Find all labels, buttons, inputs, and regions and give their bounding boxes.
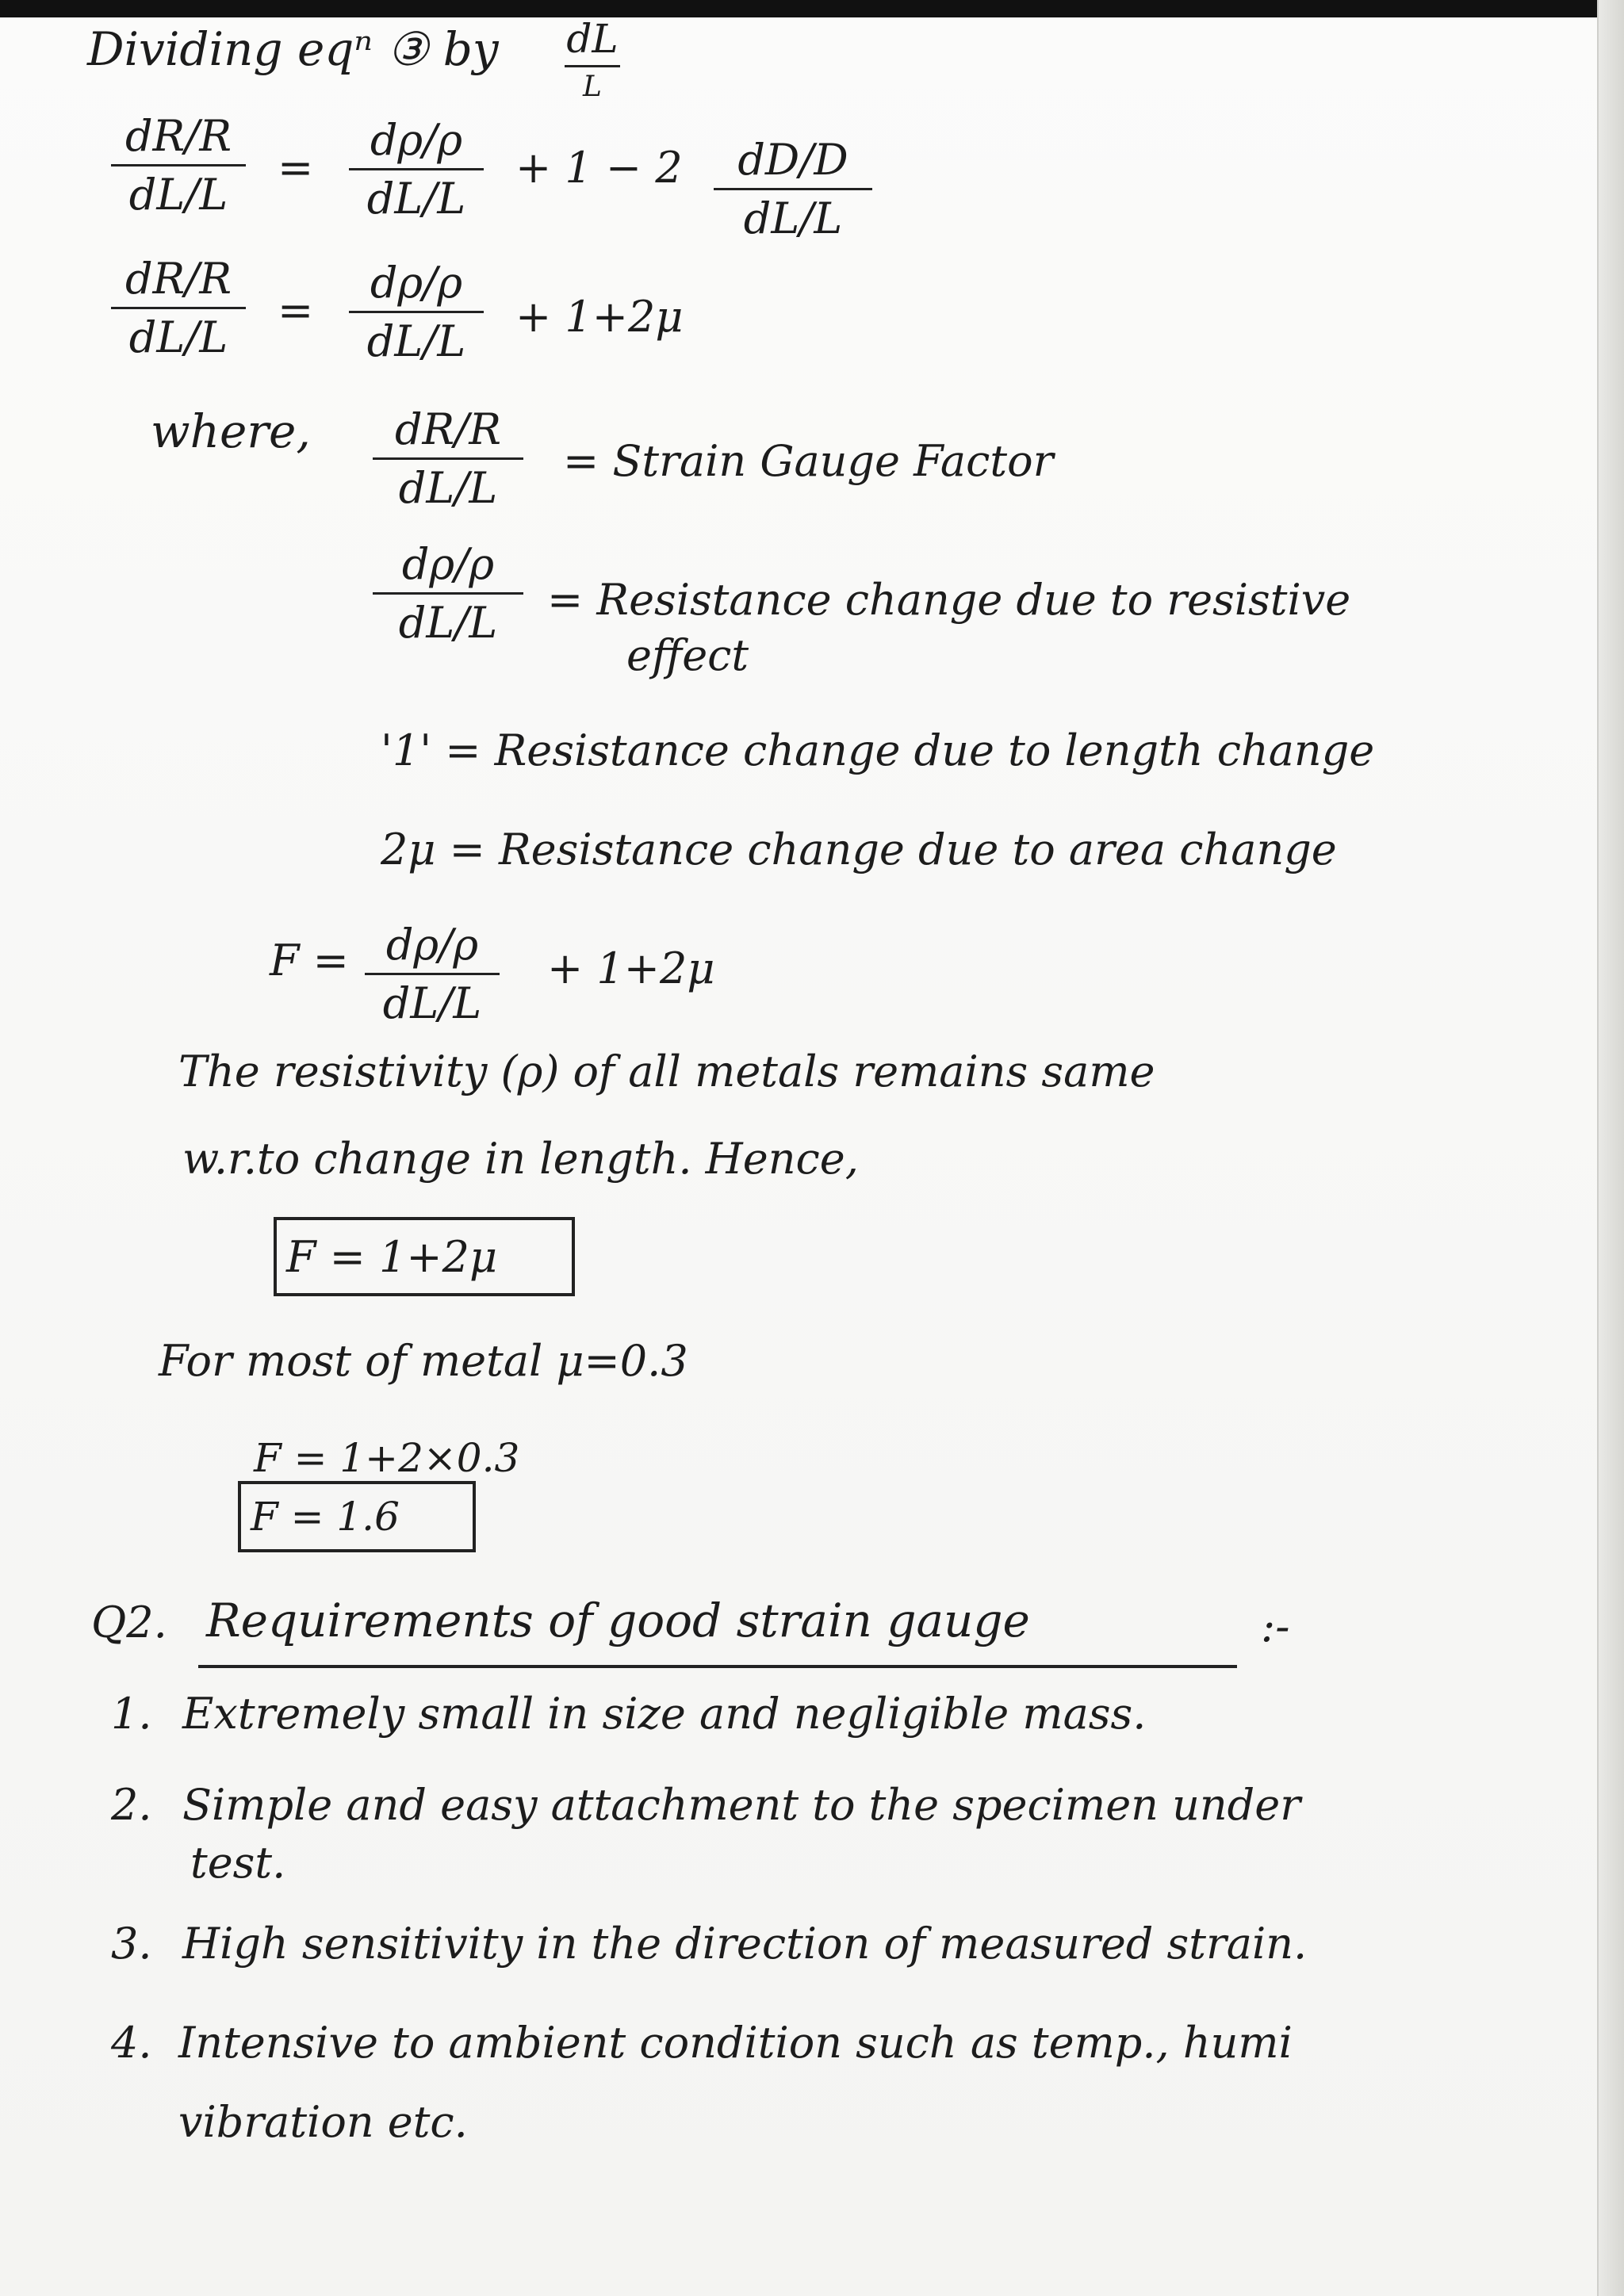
where-label: where, <box>151 404 311 458</box>
most-metal-text: For most of metal μ=0.3 <box>159 1336 688 1386</box>
f-tail: + 1+2μ <box>547 943 715 993</box>
result-box-value: F = 1.6 <box>238 1481 476 1552</box>
f-frac: dρ/ρ dL/L <box>365 920 500 1028</box>
item-3-num: 3. <box>111 1919 152 1969</box>
eq2-tail: + 1+2μ <box>515 292 684 342</box>
para-line1: The resistivity (ρ) of all metals remains same <box>178 1047 1155 1096</box>
item-4-num: 4. <box>111 2018 152 2068</box>
q2-label: Q2. <box>91 1598 167 1647</box>
eq2-rho: dρ/ρ dL/L <box>349 258 484 366</box>
res-text: = Resistance change due to resistive <box>547 575 1351 625</box>
top-edge <box>0 0 1624 17</box>
eq1-d-frac: dD/D dL/L <box>714 135 872 243</box>
eq1-lhs: dR/R dL/L <box>111 111 246 220</box>
para-line2: w.r.to change in length. Hence, <box>182 1134 859 1184</box>
item-2-num: 2. <box>111 1780 152 1830</box>
item-2-text2: test. <box>190 1838 286 1888</box>
f-lhs: F = <box>270 936 349 985</box>
item-2-text: Simple and easy attachment to the specimen under <box>182 1780 1301 1830</box>
item-1-text: Extremely small in size and negligible mass. <box>182 1689 1147 1739</box>
item-4-text2: vibration etc. <box>178 2097 468 2147</box>
q2-underline <box>198 1665 1237 1668</box>
item-4-text: Intensive to ambient condition such as temp., humi <box>178 2018 1293 2068</box>
one-text: '1' = Resistance change due to length change <box>381 725 1375 775</box>
item-1-num: 1. <box>111 1689 152 1739</box>
twomu-text: 2μ = Resistance change due to area change <box>381 825 1337 874</box>
eq1-equals: = <box>278 143 314 193</box>
result-box-formula: F = 1+2μ <box>274 1217 575 1296</box>
eq1-plus: + 1 − 2 <box>515 143 683 193</box>
res-text2: effect <box>626 630 749 680</box>
eq2-equals: = <box>278 285 314 335</box>
q2-suffix: :- <box>1261 1601 1290 1651</box>
eq2-lhs: dR/R dL/L <box>111 254 246 362</box>
item-3-text: High sensitivity in the direction of measured strain. <box>182 1919 1308 1969</box>
calc-text: F = 1+2×0.3 <box>254 1435 520 1481</box>
gf-frac: dR/R dL/L <box>373 404 523 513</box>
heading-line: Dividing eqⁿ ③ by <box>87 22 499 76</box>
gf-text: = Strain Gauge Factor <box>563 436 1054 486</box>
page-edge <box>1597 0 1624 2296</box>
eq1-rho: dρ/ρ dL/L <box>349 115 484 224</box>
q2-title: Requirements of good strain gauge <box>206 1594 1030 1647</box>
fraction-dl-l: dL L <box>565 16 620 103</box>
res-frac: dρ/ρ dL/L <box>373 539 523 648</box>
